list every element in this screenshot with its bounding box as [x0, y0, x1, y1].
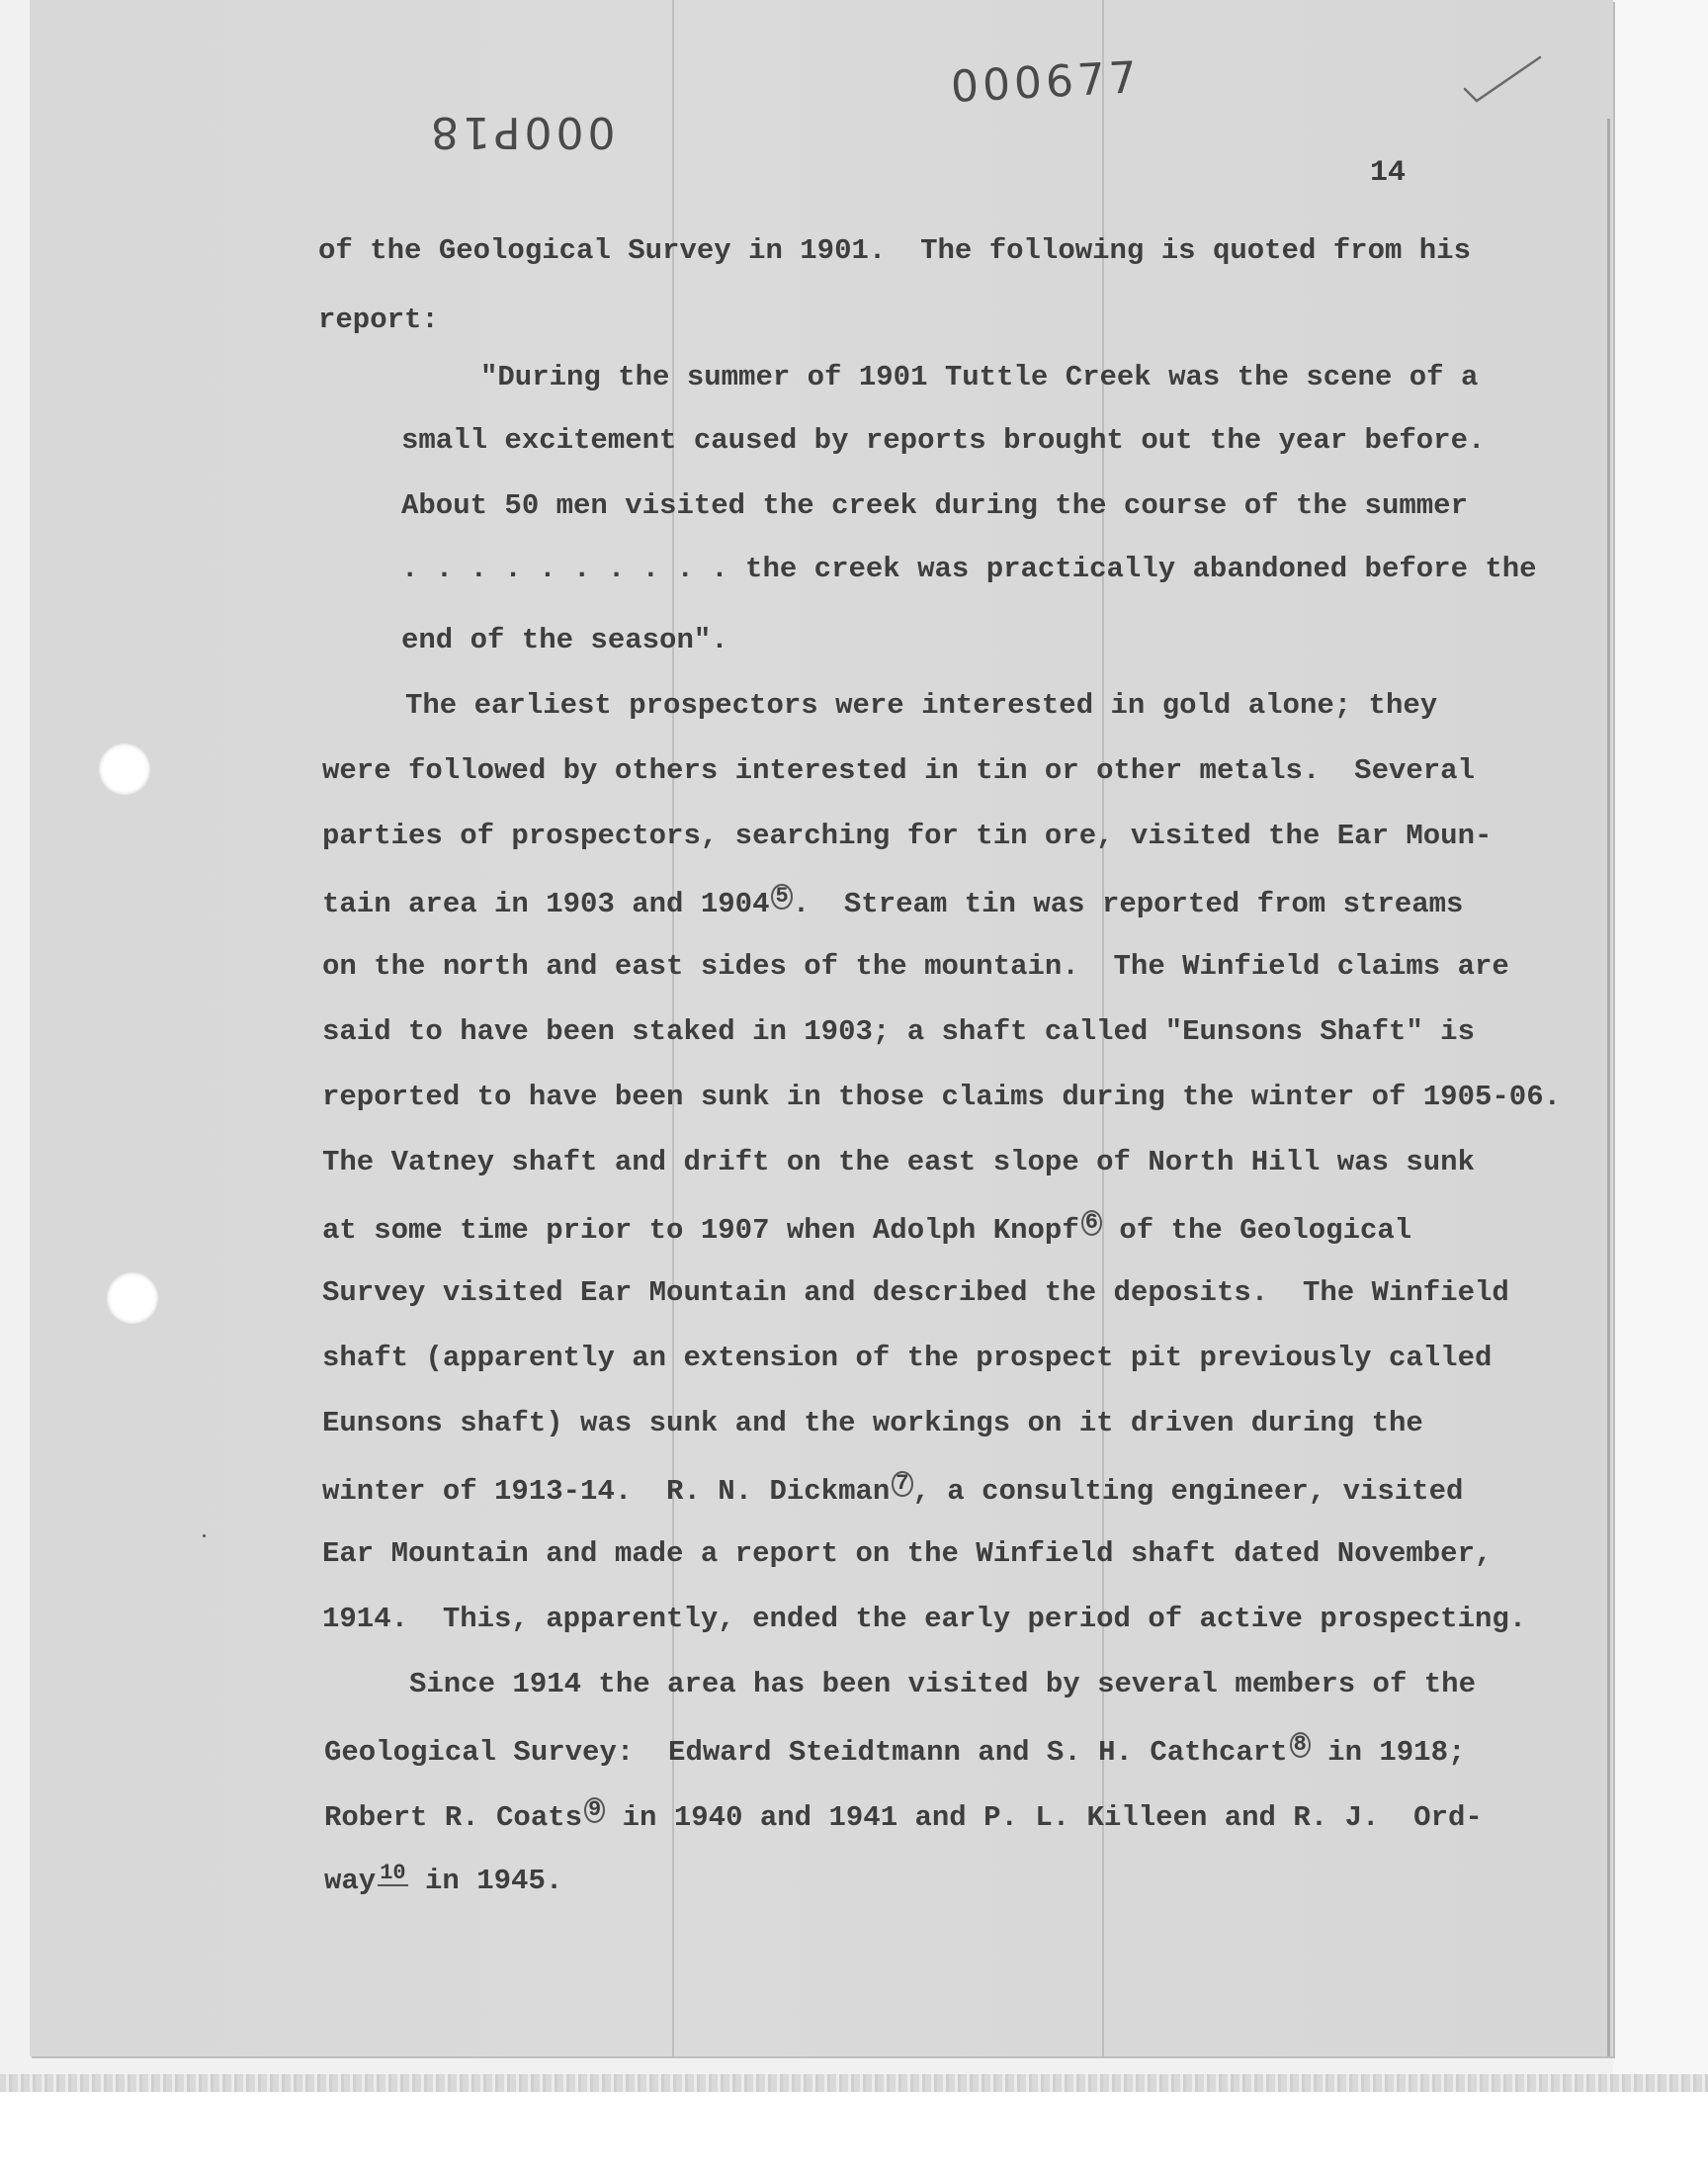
footnote-ref: 9	[584, 1797, 605, 1823]
text-line: parties of prospectors, searching for tin ore, visited the Ear Moun-	[322, 820, 1493, 852]
text-line: Ear Mountain and made a report on the Winfield shaft dated November,	[322, 1537, 1493, 1570]
quote-line: end of the season".	[401, 624, 728, 656]
page-number: 14	[1370, 156, 1407, 190]
scanner-bar	[0, 2074, 1708, 2092]
checkmark-icon	[1461, 51, 1544, 107]
quote-line: small excitement caused by reports brought out the year before.	[401, 424, 1486, 457]
text-segment: , a consulting engineer, visited	[912, 1475, 1464, 1508]
text-line	[322, 884, 1463, 922]
bates-stamp: 000677	[949, 52, 1143, 113]
text-line: report:	[318, 304, 439, 336]
text-line: on the north and east sides of the mountain. The Winfield claims are	[322, 950, 1509, 983]
scan-speck	[203, 1534, 206, 1537]
quote-line: . . . . . . . . . . the creek was practically abandoned before the	[401, 553, 1537, 585]
text-line	[324, 1797, 1483, 1836]
text-segment: Robert R. Coats	[324, 1801, 583, 1834]
text-segment: at some time prior to 1907 when Adolph Knopf	[322, 1214, 1079, 1247]
text-line: Eunsons shaft) was sunk and the workings on it driven during the	[322, 1407, 1423, 1439]
text-line: reported to have been sunk in those claims during the winter of 1905-06.	[322, 1081, 1562, 1113]
text-segment: of the Geological	[1101, 1214, 1412, 1247]
text-line: Since 1914 the area has been visited by several members of the	[409, 1668, 1476, 1700]
bates-stamp-inverted: 000P18	[427, 107, 616, 157]
text-segment: winter of 1913-14. R. N. Dickman	[322, 1475, 891, 1508]
text-segment: in 1918;	[1310, 1736, 1466, 1769]
quote-line: "During the summer of 1901 Tuttle Creek was the scene of a	[480, 361, 1479, 393]
page-edge	[1607, 119, 1610, 2056]
text-line	[324, 1732, 1465, 1771]
scan-margin	[0, 2092, 1708, 2175]
text-line: The Vatney shaft and drift on the east slope of North Hill was sunk	[322, 1146, 1475, 1178]
text-segment: in 1940 and 1941 and P. L. Killeen and R. J. Ord-	[605, 1801, 1483, 1834]
text-line: 1914. This, apparently, ended the early period of active prospecting.	[322, 1603, 1527, 1635]
punch-hole	[107, 1272, 158, 1324]
text-segment: tain area in 1903 and 1904	[322, 888, 770, 920]
text-line	[322, 1210, 1411, 1249]
footnote-ref: 8	[1290, 1732, 1311, 1758]
text-segment: way	[324, 1865, 377, 1897]
text-line	[324, 1863, 562, 1899]
footnote-ref: 7	[892, 1471, 912, 1497]
footnote-ref: 6	[1081, 1210, 1102, 1236]
footnote-ref: 10	[380, 1861, 406, 1885]
scan-background	[1613, 0, 1708, 2076]
text-line: were followed by others interested in tin or other metals. Several	[322, 754, 1475, 787]
punch-hole	[99, 743, 150, 795]
text-segment: Geological Survey: Edward Steidtmann and S. H. Cathcart	[324, 1736, 1288, 1769]
footnote-ref: 5	[771, 884, 792, 910]
text-line: of the Geological Survey in 1901. The following is quoted from his	[318, 234, 1471, 267]
text-line	[322, 1471, 1463, 1510]
text-line: The earliest prospectors were interested in gold alone; they	[405, 689, 1438, 722]
text-line: said to have been staked in 1903; a shaft called "Eunsons Shaft" is	[322, 1015, 1475, 1048]
text-segment: in 1945.	[407, 1865, 563, 1897]
text-segment: . Stream tin was reported from streams	[792, 888, 1464, 920]
text-line: shaft (apparently an extension of the prospect pit previously called	[322, 1342, 1493, 1374]
quote-line: About 50 men visited the creek during the course of the summer	[401, 489, 1468, 522]
text-line: Survey visited Ear Mountain and described the deposits. The Winfield	[322, 1276, 1509, 1309]
